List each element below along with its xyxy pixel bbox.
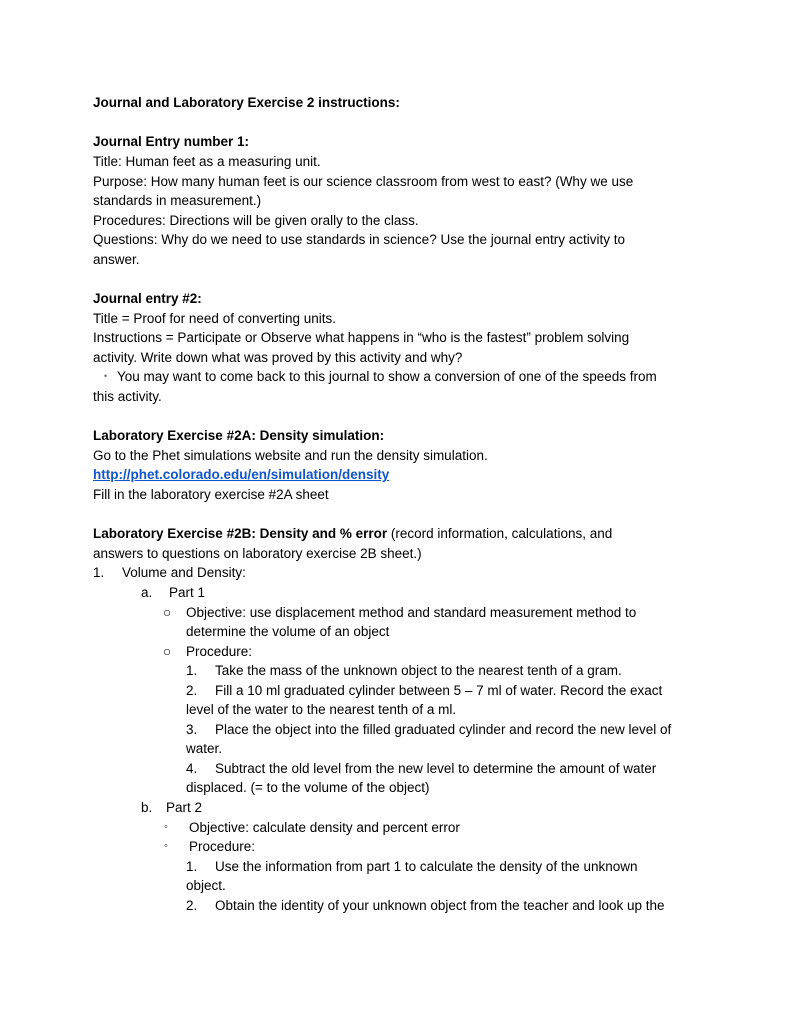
part-a-procedure-label: Procedure:	[186, 644, 253, 659]
part-b-step-1-number: 1.	[186, 859, 198, 874]
journal2-heading: Journal entry #2:	[93, 291, 202, 306]
part-a-step-3-line2: water.	[186, 741, 223, 756]
part-b-step-2-line1: Obtain the identity of your unknown object from the teacher and look up the	[215, 898, 665, 913]
journal2-title: Title = Proof for need of converting units.	[93, 311, 337, 326]
journal2-note-line2: this activity.	[93, 389, 162, 404]
part-a-step-2-line2: level of the water to the nearest tenth of a ml.	[186, 702, 457, 717]
part-b-procedure-label: Procedure:	[189, 839, 256, 854]
part-a-label: Part 1	[169, 585, 206, 600]
journal2-bullet-icon: •	[104, 371, 108, 381]
part-b-marker: b.	[141, 800, 153, 815]
part-a-step-2-line1: Fill a 10 ml graduated cylinder between 5 – 7 ml of water. Record the exact	[215, 683, 663, 698]
journal1-questions-line1: Questions: Why do we need to use standards in science? Use the journal entry activity to	[93, 232, 626, 247]
part-b-procedure-bullet-icon: ◦	[164, 840, 168, 852]
part-a-step-4-line2: displaced. (= to the volume of the object)	[186, 780, 430, 795]
lab2a-line1: Go to the Phet simulations website and run the density simulation.	[93, 448, 488, 463]
part-b-step-1-line1: Use the information from part 1 to calculate the density of the unknown	[215, 859, 638, 874]
lab2b-heading-line1	[93, 524, 612, 544]
part-b-step-1-line2: object.	[186, 878, 226, 893]
journal1-questions-line2: answer.	[93, 252, 140, 267]
journal2-instructions-line2: activity. Write down what was proved by this activity and why?	[93, 350, 463, 365]
lab2b-heading-rest: (record information, calculations, and	[387, 526, 613, 541]
part-a-step-3-line1: Place the object into the filled graduated cylinder and record the new level of	[215, 722, 672, 737]
part-a-step-1-line1: Take the mass of the unknown object to the nearest tenth of a gram.	[215, 663, 622, 678]
list-item-1-number: 1.	[93, 565, 105, 580]
part-b-step-2-number: 2.	[186, 898, 198, 913]
part-a-step-3-number: 3.	[186, 722, 198, 737]
part-a-procedure-bullet-icon: ○	[163, 644, 172, 659]
phet-density-link[interactable]: http://phet.colorado.edu/en/simulation/density	[93, 467, 390, 482]
journal1-heading: Journal Entry number 1:	[93, 134, 250, 149]
part-a-objective-line1: Objective: use displacement method and standard measurement method to	[186, 605, 637, 620]
list-item-1-text: Volume and Density:	[122, 565, 246, 580]
lab2b-heading-bold: Laboratory Exercise #2B: Density and % error	[93, 526, 388, 541]
lab2a-heading: Laboratory Exercise #2A: Density simulation:	[93, 428, 385, 443]
journal1-purpose-line2: standards in measurement.)	[93, 193, 262, 208]
journal1-purpose-line1: Purpose: How many human feet is our science classroom from west to east? (Why we use	[93, 174, 634, 189]
journal1-title: Title: Human feet as a measuring unit.	[93, 154, 321, 169]
journal2-note-line1: You may want to come back to this journal to show a conversion of one of the speeds from	[117, 369, 657, 384]
part-a-step-1-number: 1.	[186, 663, 198, 678]
part-a-marker: a.	[141, 585, 153, 600]
part-a-objective-bullet-icon: ○	[163, 605, 172, 620]
document-title: Journal and Laboratory Exercise 2 instructions:	[93, 95, 400, 110]
lab2a-line3: Fill in the laboratory exercise #2A sheet	[93, 487, 329, 502]
part-a-objective-line2: determine the volume of an object	[186, 624, 390, 639]
part-a-step-2-number: 2.	[186, 683, 198, 698]
part-a-step-4-line1: Subtract the old level from the new level to determine the amount of water	[215, 761, 657, 776]
part-b-objective-bullet-icon: ◦	[164, 821, 168, 833]
lab2b-heading-line2: answers to questions on laboratory exercise 2B sheet.)	[93, 546, 422, 561]
journal2-instructions-line1: Instructions = Participate or Observe what happens in “who is the fastest” problem solving	[93, 330, 630, 345]
journal1-procedures: Procedures: Directions will be given orally to the class.	[93, 213, 419, 228]
part-a-step-4-number: 4.	[186, 761, 198, 776]
part-b-objective: Objective: calculate density and percent error	[189, 820, 460, 835]
part-b-label: Part 2	[166, 800, 203, 815]
